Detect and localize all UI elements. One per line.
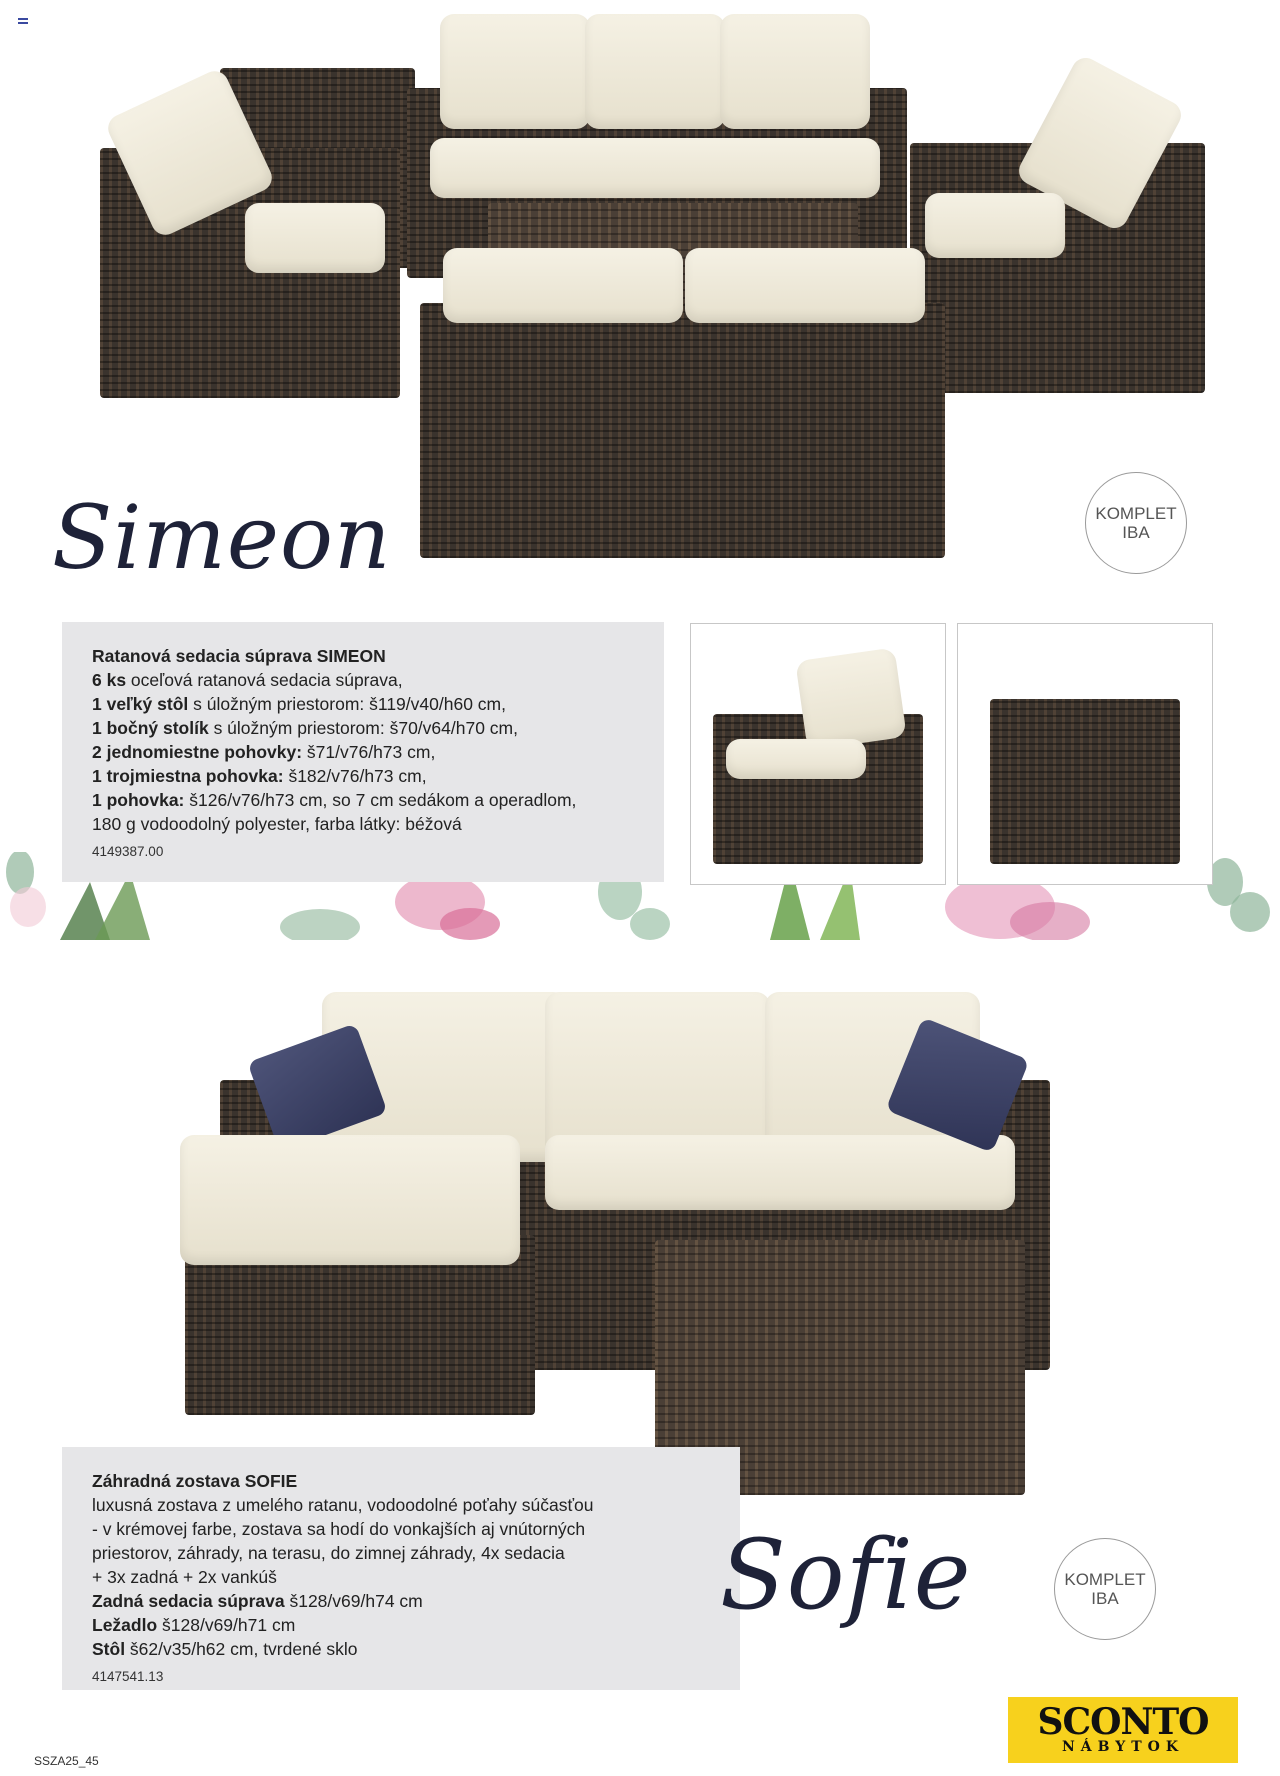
simeon-script-title: Simeon: [52, 486, 392, 589]
armchair-thumbnail: [690, 623, 946, 885]
sconto-logo[interactable]: [1008, 1697, 1238, 1763]
simeon-line: 1 pohovka: š126/v76/h73 cm, so 7 cm sedákom a operadlom,: [92, 790, 577, 810]
sofie-line: Ležadlo š128/v69/h71 cm: [92, 1615, 296, 1635]
simeon-line: 1 trojmiestna pohovka: š182/v76/h73 cm,: [92, 766, 427, 786]
sofie-line: Zadná sedacia súprava š128/v69/h74 cm: [92, 1591, 423, 1611]
menu-icon[interactable]: [18, 18, 28, 26]
simeon-line: 1 bočný stolík s úložným priestorom: š70/v64/h70 cm,: [92, 718, 518, 738]
page-code: SSZA25_45: [34, 1754, 99, 1768]
simeon-product-code: 4149387.00: [92, 844, 164, 859]
badge-line1: KOMPLET: [1095, 504, 1177, 523]
sofie-line: - v krémovej farbe, zostava sa hodí do vonkajších aj vnútorných: [92, 1519, 586, 1539]
sofie-title: Záhradná zostava SOFIE: [92, 1471, 298, 1491]
badge-line2: IBA: [1122, 523, 1150, 542]
simeon-set-photo: [95, 8, 1215, 568]
simeon-info-box: [62, 622, 664, 882]
simeon-line: 1 veľký stôl s úložným priestorom: š119/v40/h60 cm,: [92, 694, 506, 714]
simeon-badge: [1085, 472, 1187, 574]
sofie-set-photo: [190, 990, 1090, 1520]
badge-line2: IBA: [1091, 1589, 1119, 1608]
simeon-title: Ratanová sedacia súprava SIMEON: [92, 646, 386, 666]
sofie-line: Stôl š62/v35/h62 cm, tvrdené sklo: [92, 1639, 358, 1659]
simeon-line: 6 ks oceľová ratanová sedacia súprava,: [92, 670, 403, 690]
sofie-badge: [1054, 1538, 1156, 1640]
simeon-line: 180 g vodoodolný polyester, farba látky: béžová: [92, 814, 462, 834]
sofie-line: + 3x zadná + 2x vankúš: [92, 1567, 277, 1587]
side-table-thumbnail: [957, 623, 1213, 885]
sofie-line: priestorov, záhrady, na terasu, do zimnej záhrady, 4x sedacia: [92, 1543, 565, 1563]
sofie-script-title: Sofie: [720, 1519, 972, 1631]
sofie-line: luxusná zostava z umelého ratanu, vodoodolné poťahy súčasťou: [92, 1495, 594, 1515]
logo-line1: SCONTO: [1037, 1701, 1209, 1743]
simeon-line: 2 jednomiestne pohovky: š71/v76/h73 cm,: [92, 742, 436, 762]
logo-line2: NÁBYTOK: [1061, 1739, 1185, 1755]
badge-line1: KOMPLET: [1064, 1570, 1146, 1589]
sofie-product-code: 4147541.13: [92, 1669, 164, 1684]
sofie-info-box: [62, 1447, 740, 1690]
